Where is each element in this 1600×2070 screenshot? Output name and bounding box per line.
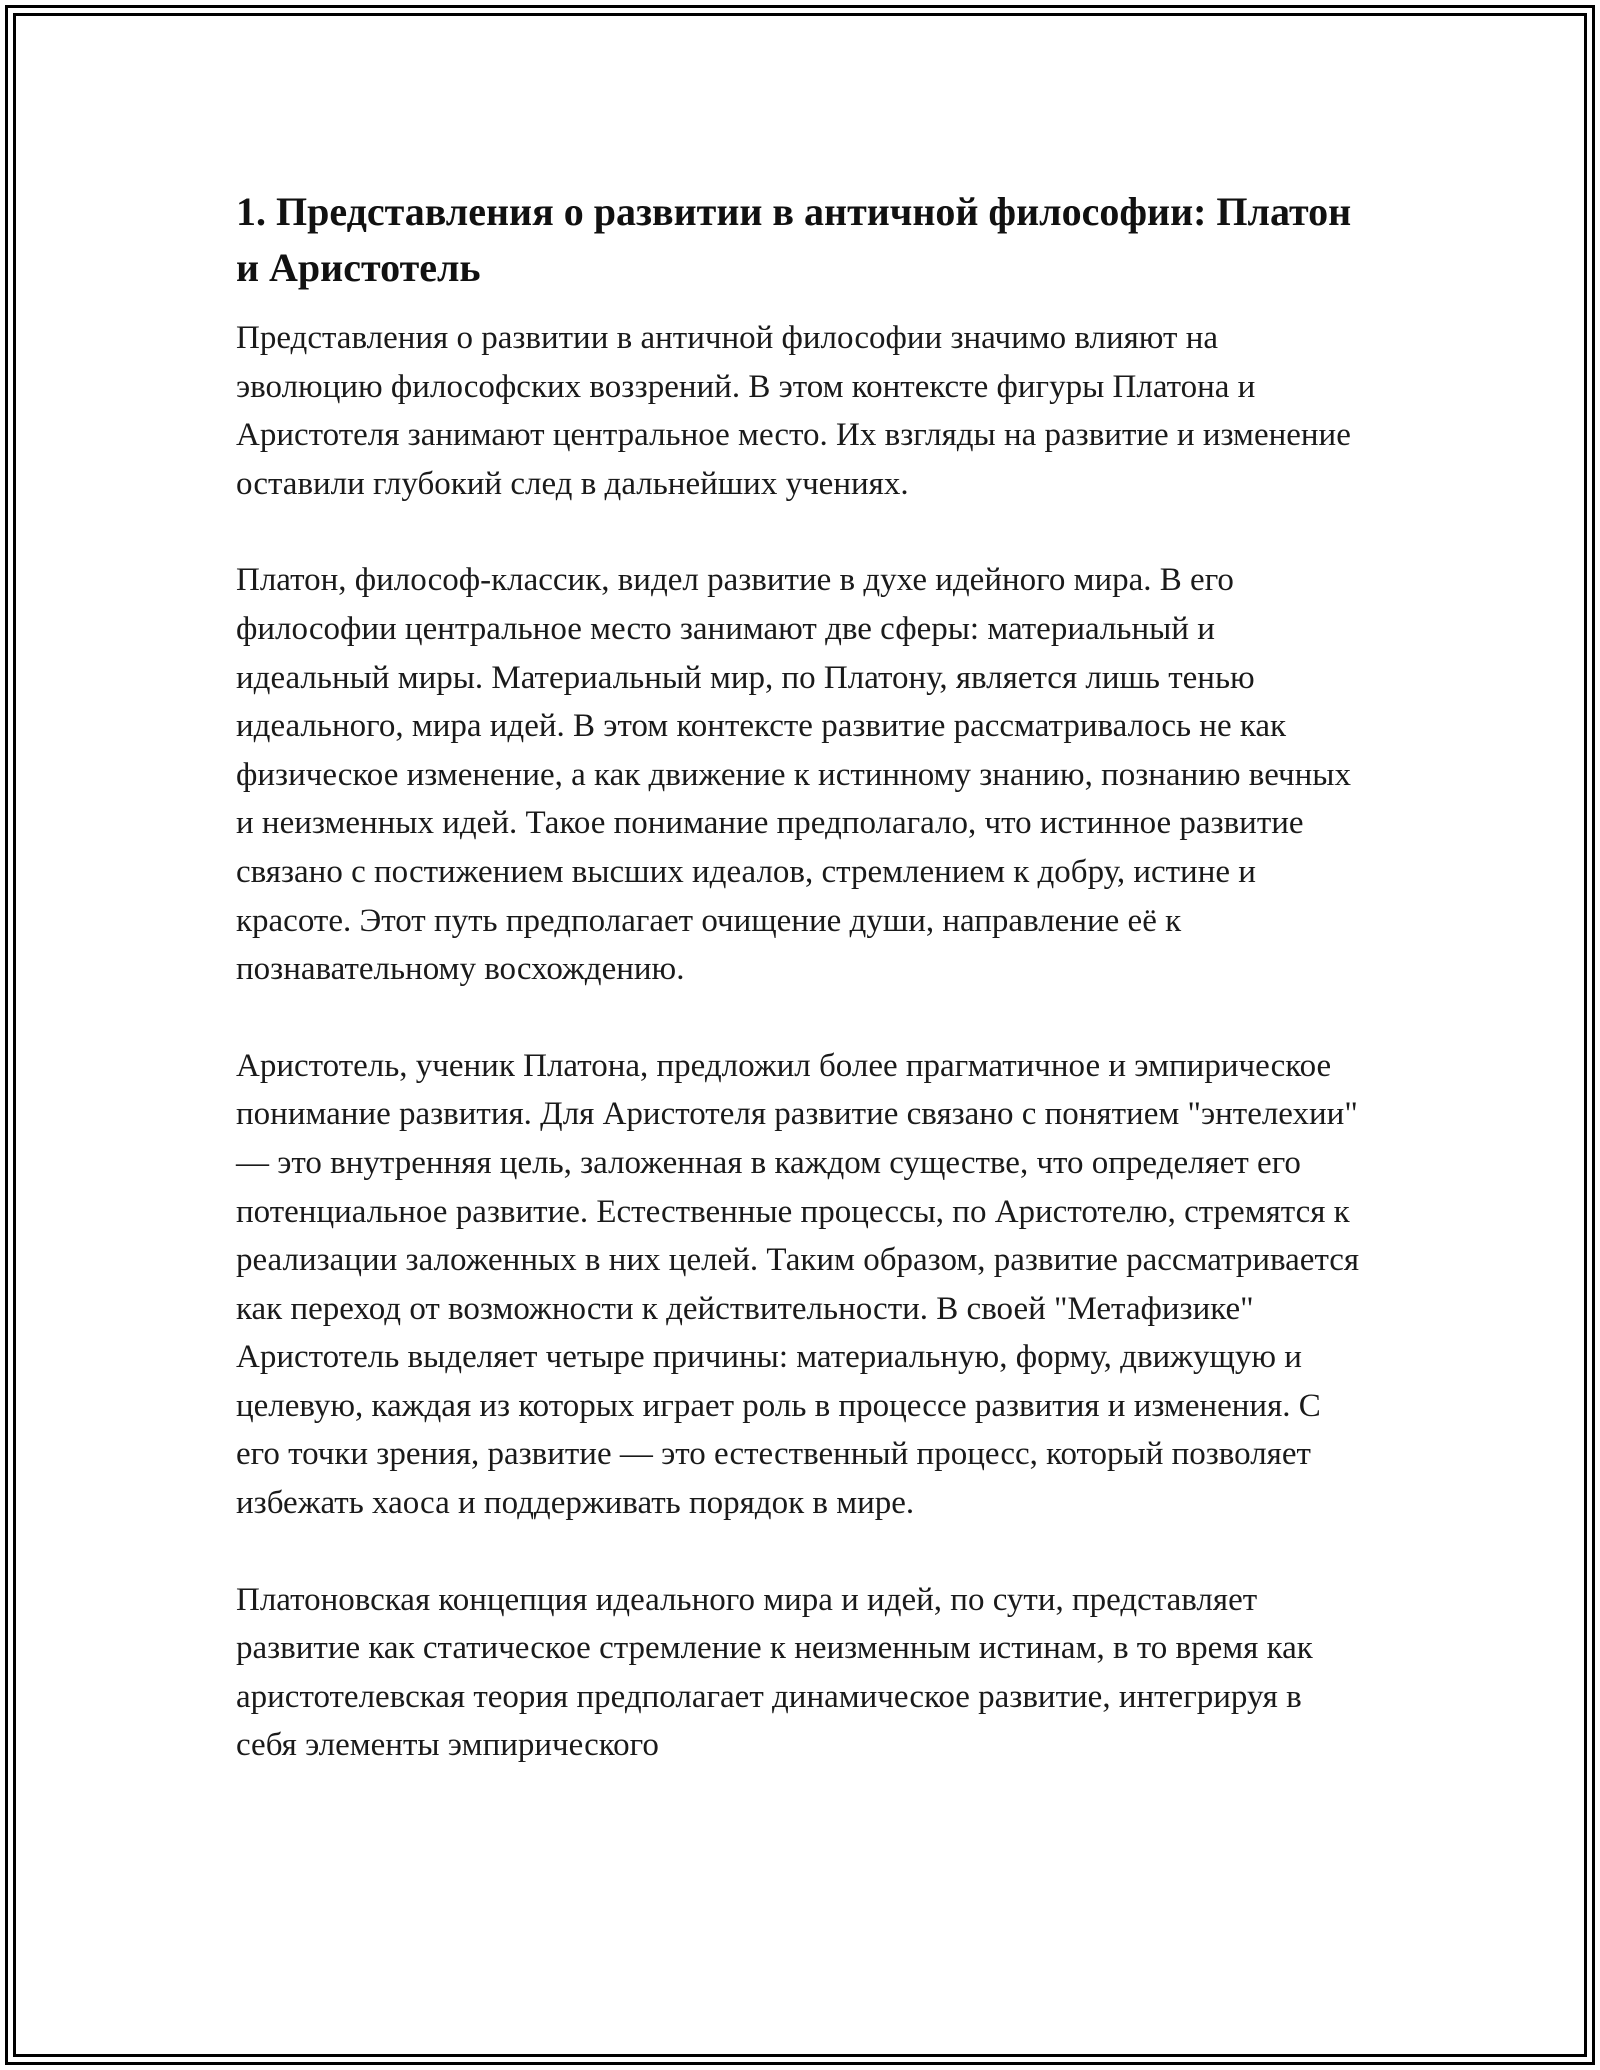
paragraph-aristotle: Аристотель, ученик Платона, предложил более прагматичное и эмпирическое понимание развития. Для Аристотеля развитие связано с понятием "энтелехии" — это внутренняя цель, заложенная в каждом существе, что определяет его потенциальное развитие. Естественные процессы, по Аристотелю, стремятся к реализации заложенных в них целей. Таким образом, развитие рассматривается как переход от возможности к действительности. В своей "Метафизике" Аристотель выделяет четыре причины: материальную, форму, движущую и целевую, каждая из которых играет роль в процессе развития и изменения. С его точки зрения, развитие — это естественный процесс, который позволяет избежать хаоса и поддерживать порядок в мире. [236, 1047, 1360, 1522]
paragraph-comparison: Платоновская концепция идеального мира и идей, по сути, представляет развитие как статическое стремление к неизменным истинам, в то время как аристотелевская теория предполагает динамическое развитие, интегрируя в себя элементы эмпирического [236, 1581, 1313, 1764]
paragraph-intro: Представления о развитии в античной философии значимо влияют на эволюцию философских воззрений. В этом контексте фигуры Платона и Аристотеля занимают центральное место. Их взгляды на развитие и изменение оставили глубокий след в дальнейших учениях. [236, 320, 1351, 502]
paragraph-plato: Платон, философ-классик, видел развитие в духе идейного мира. В его философии центральное место занимают две сферы: материальный и идеальный миры. Материальный мир, по Платону, является лишь тенью идеального, мира идей. В этом контексте развитие рассматривалось не как физическое изменение, а как движение к истинному знанию, познанию вечных и неизменных идей. Такое понимание предполагало, что истинное развитие связано с постижением высших идеалов, стремлением к добру, истине и красоте. Этот путь предполагает очищение души, направление её к познавательному восхождению. [236, 562, 1351, 988]
section-heading: 1. Представления о развитии в античной философии: Платон и Аристотель [236, 189, 1352, 290]
document-body [236, 184, 1366, 1770]
